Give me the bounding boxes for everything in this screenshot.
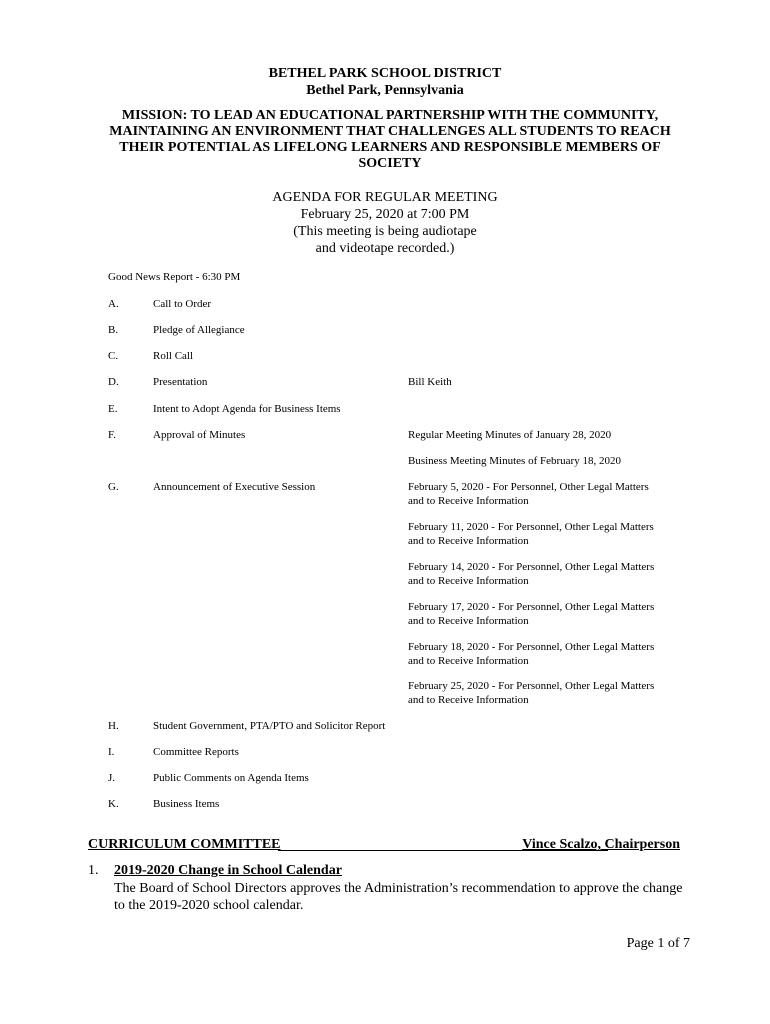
executive-session-entry xyxy=(408,600,688,628)
motion-heading: 2019-2020 Change in School Calendar xyxy=(114,863,342,878)
session-line: and to Receive Information xyxy=(408,694,529,706)
session-line: February 5, 2020 - For Personnel, Other Legal Matters xyxy=(408,481,649,493)
district-name: BETHEL PARK SCHOOL DISTRICT xyxy=(268,66,502,81)
meeting-date: February 25, 2020 at 7:00 PM xyxy=(300,207,470,222)
document-header xyxy=(0,65,770,99)
item-label: Student Government, PTA/PTO and Solicitor Report xyxy=(153,720,386,732)
item-label: Business Items xyxy=(153,798,220,810)
item-letter: H. xyxy=(108,720,119,732)
item-label: Announcement of Executive Session xyxy=(153,481,316,493)
executive-session-entry xyxy=(408,560,688,588)
session-line: February 11, 2020 - For Personnel, Other Legal Matters xyxy=(408,521,654,533)
executive-session-entry xyxy=(408,679,688,707)
executive-session-entry xyxy=(408,640,688,668)
item-label: Call to Order xyxy=(153,298,212,310)
session-line: February 17, 2020 - For Personnel, Other Legal Matters xyxy=(408,601,655,613)
agenda-title: AGENDA FOR REGULAR MEETING xyxy=(272,190,498,205)
item-label: Public Comments on Agenda Items xyxy=(153,772,309,784)
minutes-entry: Regular Meeting Minutes of January 28, 2020 xyxy=(408,429,612,441)
item-letter: C. xyxy=(108,350,119,362)
committee-name: CURRICULUM COMMITTEE xyxy=(88,837,281,852)
recording-note-line2: and videotape recorded.) xyxy=(315,241,455,256)
item-letter: G. xyxy=(108,481,119,493)
minutes-entry: Business Meeting Minutes of February 18, 2020 xyxy=(408,455,621,467)
committee-heading xyxy=(88,836,680,853)
page-number: Page 1 of 7 xyxy=(626,936,690,951)
session-line: and to Receive Information xyxy=(408,615,529,627)
item-label: Pledge of Allegiance xyxy=(153,324,245,336)
item-letter: K. xyxy=(108,798,119,810)
recording-note-line1: (This meeting is being audiotape xyxy=(293,224,477,239)
good-news-report: Good News Report - 6:30 PM xyxy=(108,271,241,283)
item-letter: A. xyxy=(108,298,119,310)
item-letter: F. xyxy=(108,429,116,441)
item-letter: I. xyxy=(108,746,115,758)
agenda-heading xyxy=(0,189,770,257)
session-line: February 14, 2020 - For Personnel, Other Legal Matters xyxy=(408,561,655,573)
session-line: February 18, 2020 - For Personnel, Other Legal Matters xyxy=(408,641,655,653)
session-line: and to Receive Information xyxy=(408,575,529,587)
executive-session-entry xyxy=(408,520,688,548)
item-label: Approval of Minutes xyxy=(153,429,246,441)
session-line: and to Receive Information xyxy=(408,655,529,667)
item-label: Presentation xyxy=(153,376,208,388)
item-letter: D. xyxy=(108,376,119,388)
item-label: Committee Reports xyxy=(153,746,239,758)
executive-session-entry xyxy=(408,480,688,508)
item-letter: J. xyxy=(108,772,116,784)
mission-statement: MISSION: TO LEAD AN EDUCATIONAL PARTNERSHIP WITH THE COMMUNITY, MAINTAINING AN ENVIRONMENT THAT CHALLENGES ALL STUDENTS TO REACH THEIR POTENTIAL AS LIFELONG LEARNERS AND RESPONSIBLE MEMBERS OF SOCIETY xyxy=(109,108,671,171)
motion-number: 1. xyxy=(88,863,99,878)
session-line: and to Receive Information xyxy=(408,495,529,507)
item-letter: E. xyxy=(108,403,118,415)
item-label: Roll Call xyxy=(153,350,194,362)
session-line: and to Receive Information xyxy=(408,535,529,547)
committee-chair: Vince Scalzo, Chairperson xyxy=(522,837,680,852)
session-line: February 25, 2020 - For Personnel, Other Legal Matters xyxy=(408,680,655,692)
district-location: Bethel Park, Pennsylvania xyxy=(306,83,464,98)
item-letter: B. xyxy=(108,324,119,336)
presenter-name: Bill Keith xyxy=(408,376,452,388)
motion-body: The Board of School Directors approves the Administration’s recommendation to approve the change to the 2019-2020 school calendar. xyxy=(114,881,683,913)
item-label: Intent to Adopt Agenda for Business Items xyxy=(153,403,341,415)
